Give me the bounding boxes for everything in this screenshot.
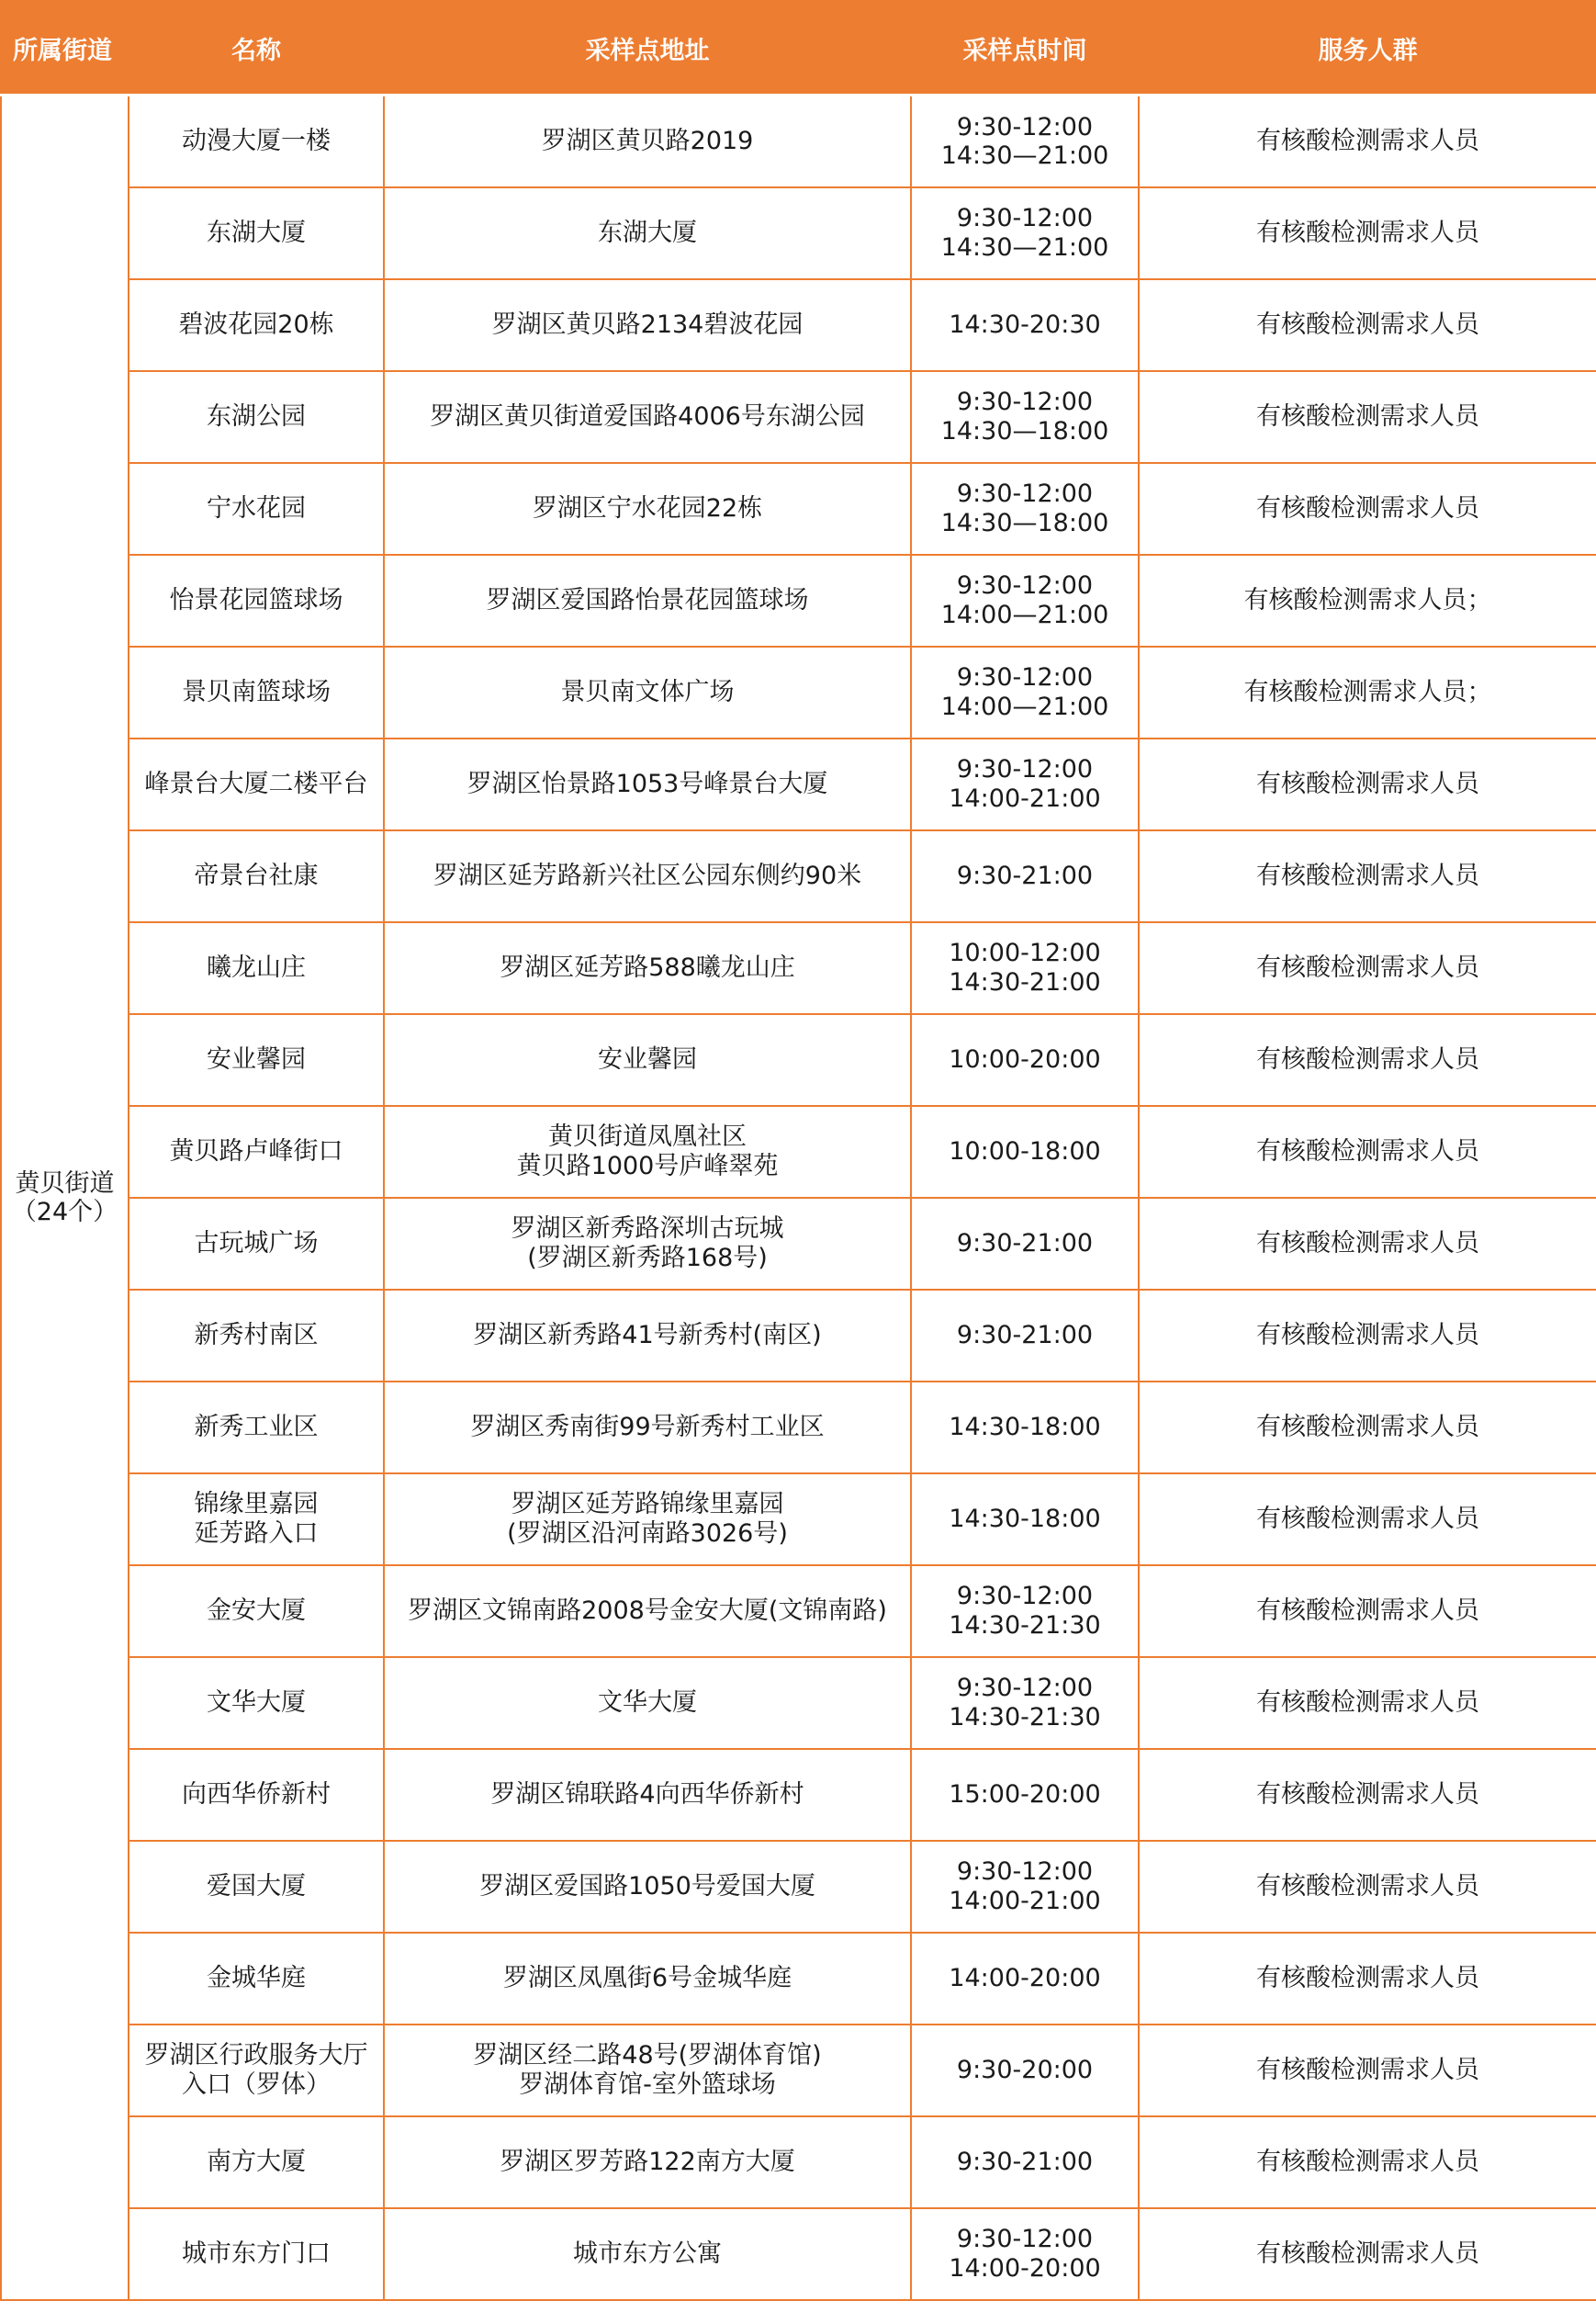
table-body [1,96,1596,2300]
service-group-cell: 有核酸检测需求人员 [1139,1657,1596,1749]
service-group-cell: 有核酸检测需求人员 [1139,2116,1596,2208]
site-name-cell: 东湖大厦 [129,187,384,279]
site-address-cell: 罗湖区爱国路怡景花园篮球场 [384,555,911,647]
site-address-cell: 罗湖区秀南街99号新秀村工业区 [384,1382,911,1473]
site-name-cell: 金城华庭 [129,1933,384,2025]
site-address-cell: 黄贝街道凤凰社区 黄贝路1000号庐峰翠苑 [384,1106,911,1198]
table-row [1,187,1596,279]
site-time-cell: 14:00-20:00 [911,1933,1139,2025]
site-address-cell: 罗湖区黄贝街道爱国路4006号东湖公园 [384,371,911,463]
table-row [1,1290,1596,1382]
table-row [1,739,1596,830]
table-row [1,2025,1596,2116]
site-time-cell: 14:30-18:00 [911,1382,1139,1473]
service-group-cell: 有核酸检测需求人员 [1139,1382,1596,1473]
table-row [1,96,1596,187]
table-row [1,1382,1596,1473]
site-name-cell: 南方大厦 [129,2116,384,2208]
service-group-cell: 有核酸检测需求人员 [1139,1933,1596,2025]
site-name-cell: 向西华侨新村 [129,1749,384,1841]
service-group-cell: 有核酸检测需求人员； [1139,647,1596,739]
site-time-cell: 9:30-21:00 [911,1198,1139,1290]
site-time-cell: 14:30-20:30 [911,279,1139,371]
site-time-cell: 9:30-12:00 14:00-21:00 [911,739,1139,830]
site-address-cell: 罗湖区延芳路新兴社区公园东侧约90米 [384,830,911,922]
column-header-time: 采样点时间 [911,1,1139,96]
site-name-cell: 峰景台大厦二楼平台 [129,739,384,830]
service-group-cell: 有核酸检测需求人员 [1139,1565,1596,1657]
site-name-cell: 罗湖区行政服务大厅 入口（罗体） [129,2025,384,2116]
site-address-cell: 景贝南文体广场 [384,647,911,739]
table-row [1,1198,1596,1290]
service-group-cell: 有核酸检测需求人员 [1139,1749,1596,1841]
table-row [1,1657,1596,1749]
site-time-cell: 9:30-12:00 14:30-21:30 [911,1657,1139,1749]
table-row [1,279,1596,371]
service-group-cell: 有核酸检测需求人员 [1139,830,1596,922]
site-time-cell: 9:30-12:00 14:00—21:00 [911,555,1139,647]
site-address-cell: 文华大厦 [384,1657,911,1749]
site-address-cell: 城市东方公寓 [384,2208,911,2300]
service-group-cell: 有核酸检测需求人员 [1139,922,1596,1014]
table-row [1,922,1596,1014]
service-group-cell: 有核酸检测需求人员 [1139,1841,1596,1933]
table-row [1,2116,1596,2208]
site-time-cell: 9:30-21:00 [911,1290,1139,1382]
table-header-row [1,1,1596,96]
site-name-cell: 古玩城广场 [129,1198,384,1290]
site-name-cell: 景贝南篮球场 [129,647,384,739]
service-group-cell: 有核酸检测需求人员 [1139,1290,1596,1382]
site-name-cell: 新秀工业区 [129,1382,384,1473]
site-time-cell: 9:30-12:00 14:00-21:00 [911,1841,1139,1933]
site-name-cell: 城市东方门口 [129,2208,384,2300]
site-time-cell: 9:30-12:00 14:30—21:00 [911,96,1139,187]
site-address-cell: 东湖大厦 [384,187,911,279]
site-address-cell: 罗湖区经二路48号(罗湖体育馆) 罗湖体育馆-室外篮球场 [384,2025,911,2116]
site-name-cell: 怡景花园篮球场 [129,555,384,647]
table-row [1,463,1596,555]
site-time-cell: 9:30-12:00 14:30—18:00 [911,463,1139,555]
site-address-cell: 罗湖区黄贝路2134碧波花园 [384,279,911,371]
service-group-cell: 有核酸检测需求人员 [1139,739,1596,830]
site-name-cell: 黄贝路卢峰街口 [129,1106,384,1198]
site-name-cell: 文华大厦 [129,1657,384,1749]
site-time-cell: 9:30-12:00 14:00—21:00 [911,647,1139,739]
site-time-cell: 9:30-12:00 14:00-20:00 [911,2208,1139,2300]
service-group-cell: 有核酸检测需求人员 [1139,279,1596,371]
service-group-cell: 有核酸检测需求人员 [1139,463,1596,555]
site-address-cell: 罗湖区怡景路1053号峰景台大厦 [384,739,911,830]
site-name-cell: 新秀村南区 [129,1290,384,1382]
site-address-cell: 罗湖区爱国路1050号爱国大厦 [384,1841,911,1933]
site-address-cell: 罗湖区黄贝路2019 [384,96,911,187]
table-row [1,1106,1596,1198]
site-time-cell: 9:30-21:00 [911,2116,1139,2208]
site-name-cell: 碧波花园20栋 [129,279,384,371]
service-group-cell: 有核酸检测需求人员 [1139,1106,1596,1198]
table-row [1,647,1596,739]
table-row [1,371,1596,463]
table-row [1,1014,1596,1106]
column-header-name: 名称 [129,1,384,96]
site-time-cell: 15:00-20:00 [911,1749,1139,1841]
site-name-cell: 帝景台社康 [129,830,384,922]
table-row [1,1473,1596,1565]
column-header-address: 采样点地址 [384,1,911,96]
site-address-cell: 安业馨园 [384,1014,911,1106]
site-address-cell: 罗湖区新秀路41号新秀村(南区) [384,1290,911,1382]
site-name-cell: 锦缘里嘉园 延芳路入口 [129,1473,384,1565]
site-time-cell: 9:30-21:00 [911,830,1139,922]
site-time-cell: 9:30-20:00 [911,2025,1139,2116]
table-row [1,1749,1596,1841]
column-header-service: 服务人群 [1139,1,1596,96]
site-name-cell: 爱国大厦 [129,1841,384,1933]
site-name-cell: 金安大厦 [129,1565,384,1657]
service-group-cell: 有核酸检测需求人员 [1139,96,1596,187]
site-address-cell: 罗湖区宁水花园22栋 [384,463,911,555]
site-time-cell: 14:30-18:00 [911,1473,1139,1565]
site-name-cell: 安业馨园 [129,1014,384,1106]
table-row [1,1841,1596,1933]
site-name-cell: 东湖公园 [129,371,384,463]
site-address-cell: 罗湖区新秀路深圳古玩城 (罗湖区新秀路168号) [384,1198,911,1290]
column-header-street: 所属街道 [1,1,129,96]
site-address-cell: 罗湖区延芳路锦缘里嘉园 (罗湖区沿河南路3026号) [384,1473,911,1565]
table-row [1,2208,1596,2300]
service-group-cell: 有核酸检测需求人员 [1139,1198,1596,1290]
site-name-cell: 动漫大厦一楼 [129,96,384,187]
site-time-cell: 10:00-18:00 [911,1106,1139,1198]
service-group-cell: 有核酸检测需求人员 [1139,1473,1596,1565]
service-group-cell: 有核酸检测需求人员 [1139,2025,1596,2116]
site-time-cell: 10:00-12:00 14:30-21:00 [911,922,1139,1014]
site-address-cell: 罗湖区锦联路4向西华侨新村 [384,1749,911,1841]
service-group-cell: 有核酸检测需求人员 [1139,2208,1596,2300]
street-cell: 黄贝街道 （24个） [1,96,129,2300]
service-group-cell: 有核酸检测需求人员； [1139,555,1596,647]
table-row [1,1933,1596,2025]
site-name-cell: 宁水花园 [129,463,384,555]
site-address-cell: 罗湖区凤凰街6号金城华庭 [384,1933,911,2025]
site-address-cell: 罗湖区罗芳路122南方大厦 [384,2116,911,2208]
site-time-cell: 9:30-12:00 14:30-21:30 [911,1565,1139,1657]
site-time-cell: 10:00-20:00 [911,1014,1139,1106]
site-name-cell: 曦龙山庄 [129,922,384,1014]
service-group-cell: 有核酸检测需求人员 [1139,187,1596,279]
site-address-cell: 罗湖区延芳路588曦龙山庄 [384,922,911,1014]
table-row [1,1565,1596,1657]
site-time-cell: 9:30-12:00 14:30—18:00 [911,371,1139,463]
table-row [1,830,1596,922]
site-address-cell: 罗湖区文锦南路2008号金安大厦(文锦南路) [384,1565,911,1657]
site-time-cell: 9:30-12:00 14:30—21:00 [911,187,1139,279]
table-row [1,555,1596,647]
service-group-cell: 有核酸检测需求人员 [1139,1014,1596,1106]
service-group-cell: 有核酸检测需求人员 [1139,371,1596,463]
